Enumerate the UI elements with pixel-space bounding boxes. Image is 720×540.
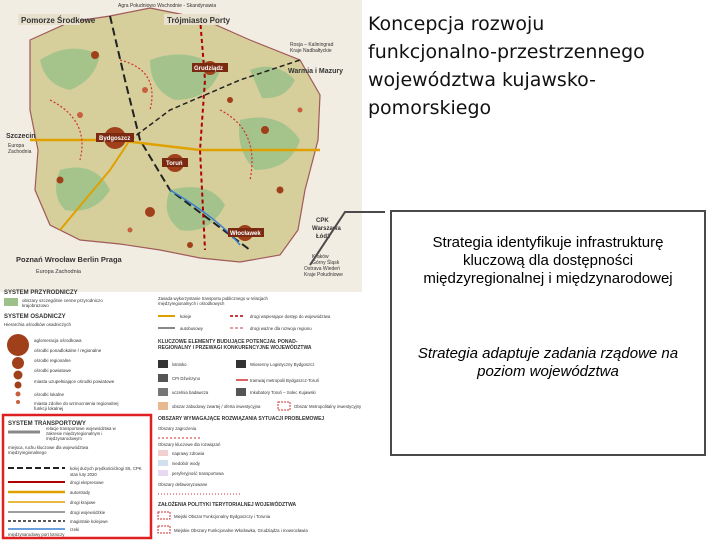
- legend-system-transportowy: SYSTEM TRANSPORTOWY: [8, 421, 86, 427]
- svg-text:ośrodki regionalne: ośrodki regionalne: [34, 358, 71, 363]
- svg-text:aglomeracja ośrodkowa: aglomeracja ośrodkowa: [34, 338, 82, 343]
- svg-text:naprawy zdrowia: naprawy zdrowia: [172, 451, 205, 456]
- svg-text:niedobór wody: niedobór wody: [172, 461, 200, 466]
- region-warmia-sub: Rosja – Kaliningrad Kraje Nadbałtyckie: [290, 42, 334, 54]
- svg-text:miasta zdolne do wzmocnienia r: miasta zdolne do wzmocnienia regionalnej funkcji lokalnej: [34, 401, 119, 411]
- callout-box: [390, 210, 706, 456]
- svg-text:drogi wojewódzkie: drogi wojewódzkie: [70, 510, 106, 515]
- region-warmia: Warmia i Mazury: [288, 68, 343, 75]
- svg-text:peryferyjność transportowa: peryferyjność transportowa: [172, 471, 224, 476]
- svg-text:magistrale kolejowe: magistrale kolejowe: [70, 519, 108, 524]
- svg-text:Obszary defaworyzowane: Obszary defaworyzowane: [158, 482, 208, 487]
- city-label-wloclawek: Włocławek: [230, 231, 261, 237]
- svg-text:Miejski Obszar Funkcjonalny By: Miejski Obszar Funkcjonalny Bydgoszczy i Torunia: [174, 514, 271, 519]
- legend-system-przyrodniczy: SYSTEM PRZYRODNICZY: [4, 290, 78, 296]
- region-szczecin-sub: Europa Zachodnia: [8, 143, 32, 155]
- region-west: Poznań Wrocław Berlin Praga: [16, 255, 122, 264]
- svg-text:obszary szczególnie cenne przy: obszary szczególnie cenne przyrodniczo krajobrazowo: [22, 298, 103, 308]
- svg-text:tramwaj metropolii Bydgoszcz-T: tramwaj metropolii Bydgoszcz-Toruń: [250, 378, 320, 383]
- svg-text:Obszar Metropolitalny inwestyc: Obszar Metropolitalny inwestycyjny: [294, 404, 362, 409]
- svg-text:relacje transportowe województ: relacje transportowe województwa w zakresie międzyregionalnym i międzynarodowym: [46, 426, 116, 441]
- svg-text:Obszary kluczowe dla rozwiązań: Obszary kluczowe dla rozwiązań: [158, 442, 221, 447]
- region-west-sub: Europa Zachodnia: [36, 269, 81, 275]
- svg-text:obszar zabudowy zwartej / ofer: obszar zabudowy zwartej / oferta inwestycyjna: [172, 404, 261, 409]
- svg-text:ZAŁOŻENIA POLITYKI TERYTORIALN: ZAŁOŻENIA POLITYKI TERYTORIALNEJ WOJEWÓDZTWA: [158, 502, 297, 508]
- callout-text-adaptation: Strategia adaptuje zadania rządowe na poziom województwa: [417, 345, 679, 380]
- svg-text:rzeki: rzeki: [70, 527, 80, 532]
- region-szczecin: Szczecin: [6, 133, 36, 140]
- svg-text:CPI Dźwirzyno: CPI Dźwirzyno: [172, 376, 201, 381]
- svg-text:ośrodki powiatowe: ośrodki powiatowe: [34, 368, 72, 373]
- svg-text:Wiosenny Logistyczny Bydgoszcz: Wiosenny Logistyczny Bydgoszcz: [250, 362, 315, 367]
- region-krakow: Kraków Górny Śląsk Ostrava Wiedeń Kraje Południowe: [304, 254, 343, 278]
- svg-text:autostrady: autostrady: [70, 490, 91, 495]
- svg-text:OBSZARY WYMAGAJĄCE ROZWIĄZANIA: OBSZARY WYMAGAJĄCE ROZWIĄZANIA SYTUACJI PROBLEMOWEJ: [158, 416, 325, 422]
- svg-text:drogi ważne dla rozwoju region: drogi ważne dla rozwoju regionu: [250, 326, 312, 331]
- svg-text:miasta uzupełniające ośrodki p: miasta uzupełniające ośrodki powiatowe: [34, 379, 115, 384]
- svg-text:drogi wspierające dostęp do wo: drogi wspierające dostęp do województwa: [250, 314, 331, 319]
- callout-text-infrastructure: Strategia identyfikuje infrastrukturę kluczową dla dostępności międzyregionalnej i międzynarodowej: [423, 234, 673, 287]
- svg-text:ośrodki lokalne: ośrodki lokalne: [34, 392, 65, 397]
- svg-text:Hierarchia ośrodków osadniczyc: Hierarchia ośrodków osadniczych: [4, 322, 72, 327]
- svg-text:uczelnia badawcza: uczelnia badawcza: [172, 390, 209, 395]
- city-label-grudziadz: Grudziądz: [194, 66, 224, 72]
- slide-title: Koncepcja rozwoju funkcjonalno-przestrzennego województwa kujawsko- pomorskiego: [368, 13, 645, 119]
- region-warszawa: CPK Warszawa Łódź: [312, 218, 341, 240]
- svg-text:Obszary zagrożenia: Obszary zagrożenia: [158, 426, 197, 431]
- svg-text:drogi krajowe: drogi krajowe: [70, 500, 96, 505]
- svg-text:ośrodki ponadlokalne / regiona: ośrodki ponadlokalne / regionalne: [34, 348, 102, 353]
- svg-text:drogi ekspresowe: drogi ekspresowe: [70, 480, 104, 485]
- svg-text:kolej dużych prędkości/drogi S: kolej dużych prędkości/drogi S5, CPK: [70, 466, 142, 471]
- map-top-label: Agra Południowo Wschodnie - Skandynawia: [118, 3, 217, 9]
- svg-text:miejsca, ruchu kluczowe dla wo: miejsca, ruchu kluczowe dla województwa międzyregionalnego: [8, 445, 89, 455]
- svg-text:lotnisko: lotnisko: [172, 362, 187, 367]
- city-label-bydgoszcz: Bydgoszcz: [99, 136, 131, 142]
- svg-text:Miejskie Obszary Funkcjonalne: Miejskie Obszary Funkcjonalne Włocławka, Grudziądza i Inowrocławia: [174, 528, 308, 533]
- legend-system-osadniczy: SYSTEM OSADNICZY: [4, 314, 66, 320]
- svg-text:Zasada wykorzystanie transport: Zasada wykorzystanie transportu publicznego w relacjach międzyregionalnych i ośrodkowych: [158, 296, 268, 306]
- svg-text:autobusowy: autobusowy: [180, 326, 203, 331]
- region-trojmiasto: Trójmiasto Porty: [167, 16, 231, 25]
- svg-text:międzynarodowy port lotniczy: międzynarodowy port lotniczy: [8, 532, 65, 537]
- svg-text:koleje: koleje: [180, 314, 192, 319]
- svg-text:Inkubatory Toruń – Solec Kujaw: Inkubatory Toruń – Solec Kujawski: [250, 390, 316, 395]
- region-pomorze: Pomorze Środkowe: [21, 16, 96, 25]
- city-label-torun: Toruń: [166, 161, 183, 167]
- svg-text:KLUCZOWE ELEMENTY BUDUJĄCE POT: KLUCZOWE ELEMENTY BUDUJĄCE POTENCJAŁ PONAD-REGIONALNY I PRZEWAGI KONKURENCYJNE WOJEWÓDZTWA: [158, 339, 312, 351]
- svg-text:stan luty 2020: stan luty 2020: [70, 472, 97, 477]
